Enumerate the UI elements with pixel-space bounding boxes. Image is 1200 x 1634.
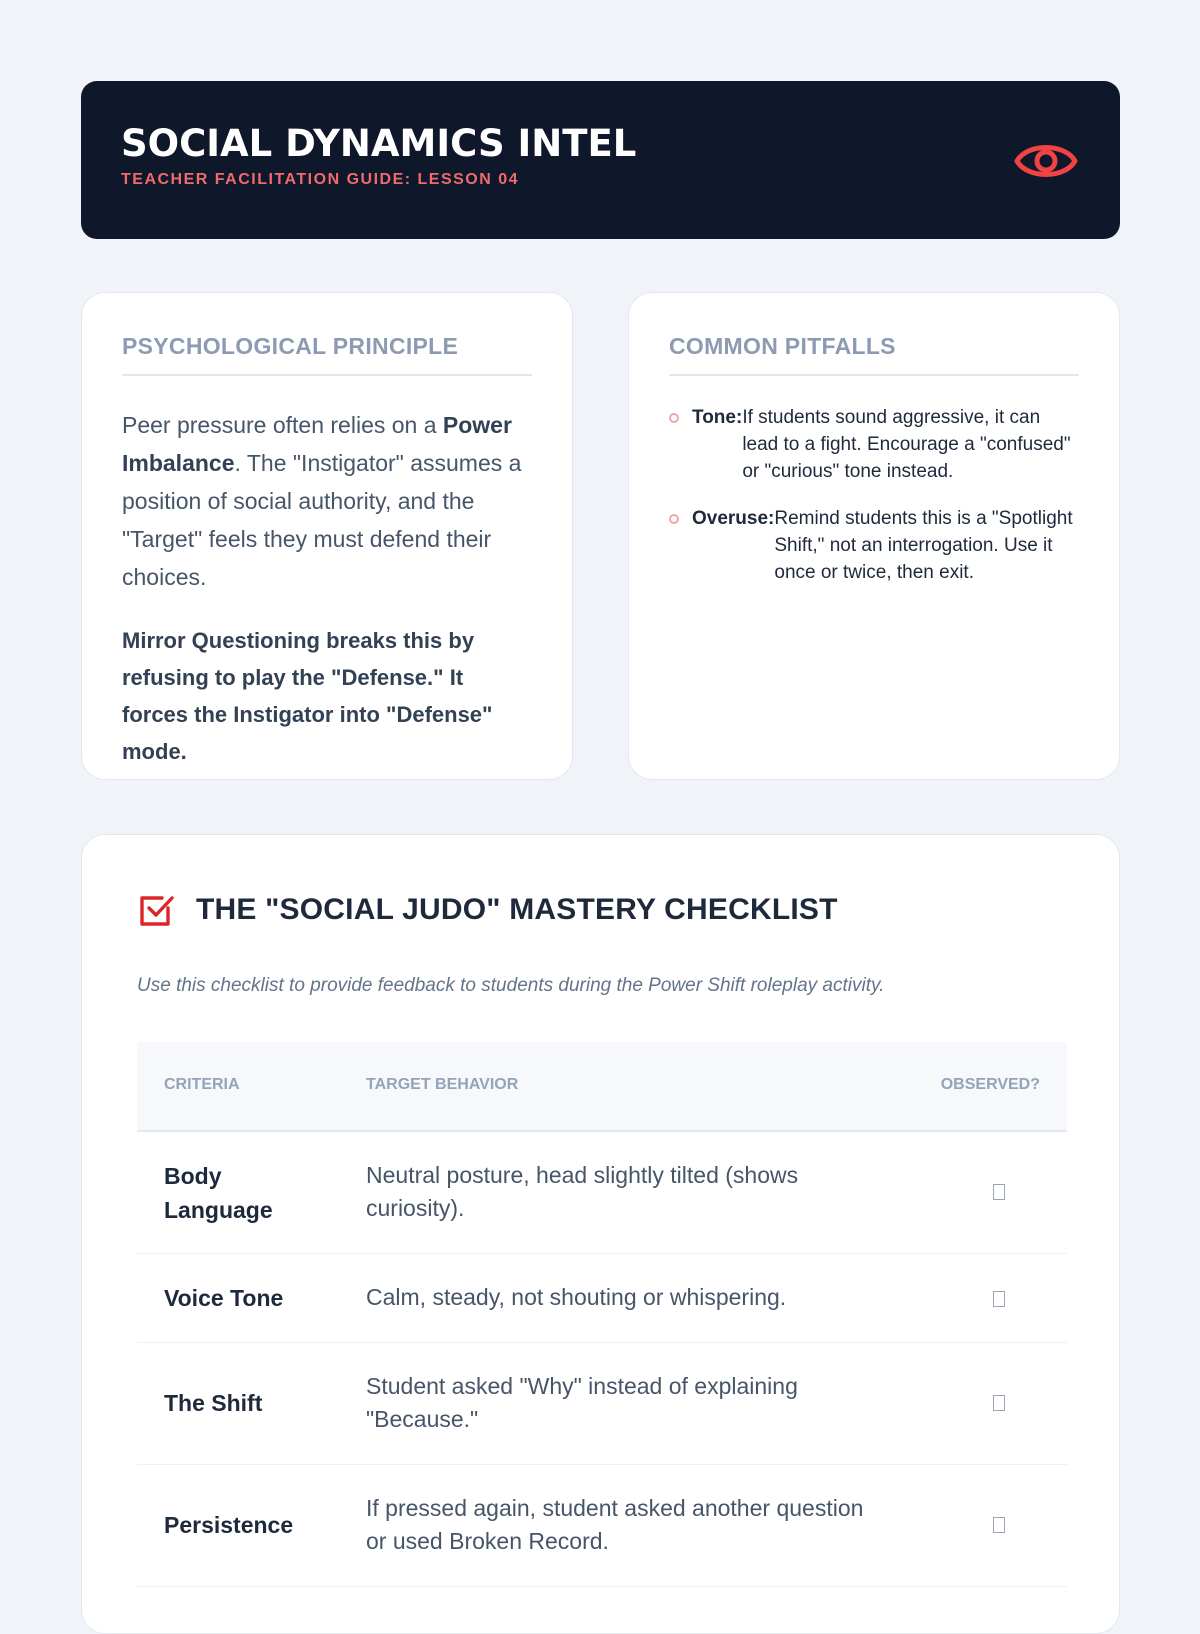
table-header <box>137 1042 1067 1132</box>
principle-card <box>81 292 573 780</box>
page-title: SOCIAL DYNAMICS INTEL <box>121 122 637 165</box>
behavior-cell: Student asked "Why" instead of explaining "Because." <box>366 1373 798 1432</box>
checklist-description: Use this checklist to provide feedback to students during the Power Shift roleplay activity. <box>137 975 885 996</box>
observed-checkbox[interactable] <box>993 1291 1005 1307</box>
observed-checkbox[interactable] <box>993 1184 1005 1200</box>
checkbox-checked-icon <box>138 891 176 929</box>
table-row <box>137 1465 1067 1587</box>
behavior-cell: Neutral posture, head slightly tilted (shows curiosity). <box>366 1162 799 1221</box>
pitfall-key: Overuse: <box>692 508 775 529</box>
principle-emphasis: Power Imbalance <box>122 412 512 476</box>
column-header-observed: OBSERVED? <box>940 1076 1040 1093</box>
criteria-cell: The Shift <box>164 1390 263 1416</box>
behavior-cell: If pressed again, student asked another question or used Broken Record. <box>366 1495 864 1554</box>
checklist-title: THE "SOCIAL JUDO" MASTERY CHECKLIST <box>196 893 838 926</box>
principle-text-end: . The "Instigator" assumes a position of social authority, and the "Target" feels they must defend their choices. <box>122 450 522 590</box>
table-row <box>137 1343 1067 1465</box>
principle-conclusion: Mirror Questioning breaks this by refusing to play the "Defense." It forces the Instigator into "Defense" mode. <box>122 628 493 764</box>
criteria-cell: Voice Tone <box>164 1285 284 1311</box>
observed-checkbox[interactable] <box>993 1517 1005 1533</box>
pitfall-key: Tone: <box>692 407 743 428</box>
table-row <box>137 1254 1067 1343</box>
page-subtitle: TEACHER FACILITATION GUIDE: LESSON 04 <box>121 171 520 188</box>
bullet-icon <box>669 514 679 524</box>
pitfall-item-overuse <box>669 505 1079 586</box>
checklist-card <box>81 834 1120 1634</box>
criteria-cell: Body Language <box>164 1163 273 1223</box>
pitfalls-title: COMMON PITFALLS <box>669 333 1079 376</box>
pitfall-text: Remind students this is a "Spotlight Shift," not an interrogation. Use it once or twice, then exit. <box>774 508 1073 583</box>
pitfall-item-tone <box>669 404 1079 485</box>
behavior-cell: Calm, steady, not shouting or whispering. <box>366 1284 787 1310</box>
checklist-header <box>138 891 838 929</box>
checklist-table <box>137 1042 1067 1587</box>
observed-checkbox[interactable] <box>993 1395 1005 1411</box>
eye-icon <box>1014 133 1078 189</box>
pitfalls-list <box>669 404 1079 586</box>
principle-title: PSYCHOLOGICAL PRINCIPLE <box>122 333 532 376</box>
table-row <box>137 1132 1067 1254</box>
principle-text-start: Peer pressure often relies on a <box>122 412 443 438</box>
page-header <box>81 81 1120 239</box>
column-header-behavior: TARGET BEHAVIOR <box>366 1076 519 1093</box>
pitfalls-card <box>628 292 1120 780</box>
pitfall-text: If students sound aggressive, it can lead to a fight. Encourage a "confused" or "curious" tone instead. <box>742 407 1071 482</box>
principle-paragraph <box>122 406 532 596</box>
criteria-cell: Persistence <box>164 1512 294 1538</box>
bullet-icon <box>669 413 679 423</box>
column-header-criteria: CRITERIA <box>164 1076 240 1093</box>
